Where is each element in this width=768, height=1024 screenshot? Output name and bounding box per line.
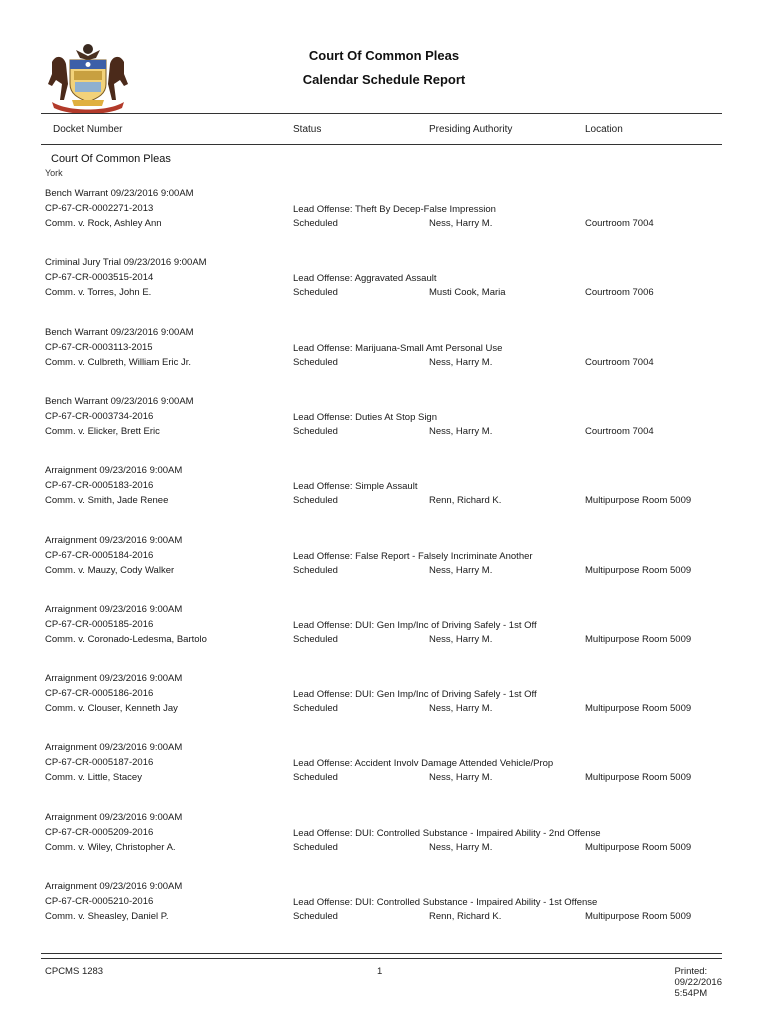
column-header-location: Location <box>585 124 623 135</box>
entry-event: Bench Warrant 09/23/2016 9:00AM <box>45 188 194 199</box>
entry-location: Multipurpose Room 5009 <box>585 772 692 784</box>
entry-event: Arraignment 09/23/2016 9:00AM <box>45 811 183 823</box>
entry-docket-number: CP-67-CR-0005210-2016 <box>45 896 154 907</box>
calendar-entry <box>0 742 768 792</box>
entry-location: Courtroom 7004 <box>585 356 654 368</box>
calendar-entry <box>0 465 768 515</box>
entry-status: Scheduled <box>293 703 338 715</box>
entry-status: Scheduled <box>293 495 338 507</box>
entry-case-caption: Comm. v. Mauzy, Cody Walker <box>45 564 175 576</box>
entry-case-caption: Comm. v. Coronado-Ledesma, Bartolo <box>45 633 207 645</box>
entry-lead-offense: Lead Offense: Duties At Stop Sign <box>293 411 438 423</box>
entry-presiding-authority: Ness, Harry M. <box>429 425 493 437</box>
column-header-docket: Docket Number <box>53 124 123 135</box>
entry-case-caption: Comm. v. Elicker, Brett Eric <box>45 425 160 437</box>
entry-case-caption: Comm. v. Little, Stacey <box>45 772 142 784</box>
entry-docket-number: CP-67-CR-0003515-2014 <box>45 272 154 284</box>
entry-case-caption: Comm. v. Smith, Jade Renee <box>45 495 169 507</box>
entry-event: Bench Warrant 09/23/2016 9:00AM <box>45 326 194 338</box>
entry-lead-offense: Lead Offense: False Report - Falsely Incriminate Another <box>293 550 533 562</box>
entry-docket-number: CP-67-CR-0005187-2016 <box>45 757 154 769</box>
entry-lead-offense: Lead Offense: Aggravated Assault <box>293 273 437 285</box>
calendar-entry <box>0 812 768 862</box>
entry-event: Arraignment 09/23/2016 9:00AM <box>45 742 183 754</box>
entry-presiding-authority: Ness, Harry M. <box>429 218 493 229</box>
entry-lead-offense: Lead Offense: DUI: Gen Imp/Inc of Driving Safely - 1st Off <box>293 619 537 631</box>
entry-location: Multipurpose Room 5009 <box>585 703 692 715</box>
entry-presiding-authority: Ness, Harry M. <box>429 841 493 853</box>
entry-presiding-authority: Ness, Harry M. <box>429 564 493 576</box>
footer-printed-timestamp: Printed: 09/22/2016 5:54PM <box>674 966 722 999</box>
entry-location: Courtroom 7004 <box>585 425 654 437</box>
calendar-entry <box>0 604 768 654</box>
entry-event: Arraignment 09/23/2016 9:00AM <box>45 534 183 546</box>
entry-docket-number: CP-67-CR-0002271-2013 <box>45 203 154 214</box>
calendar-entry <box>0 535 768 585</box>
entry-status: Scheduled <box>293 218 338 229</box>
entry-event: Arraignment 09/23/2016 9:00AM <box>45 673 183 685</box>
calendar-entry <box>0 673 768 723</box>
entry-lead-offense: Lead Offense: DUI: Controlled Substance - Impaired Ability - 1st Offense <box>293 897 598 908</box>
entry-docket-number: CP-67-CR-0005185-2016 <box>45 618 154 630</box>
entry-presiding-authority: Ness, Harry M. <box>429 633 493 645</box>
section-court-name: Court Of Common Pleas <box>51 153 171 165</box>
section-county: York <box>45 168 63 178</box>
entry-presiding-authority: Ness, Harry M. <box>429 356 493 368</box>
entry-event: Arraignment 09/23/2016 9:00AM <box>45 465 183 477</box>
entry-location: Multipurpose Room 5009 <box>585 564 692 576</box>
footer-rule-bottom <box>41 958 722 959</box>
entry-case-caption: Comm. v. Wiley, Christopher A. <box>45 841 176 853</box>
entry-location: Multipurpose Room 5009 <box>585 911 692 922</box>
entry-docket-number: CP-67-CR-0003734-2016 <box>45 410 154 422</box>
entry-presiding-authority: Ness, Harry M. <box>429 703 493 715</box>
footer-form-id: CPCMS 1283 <box>45 966 104 977</box>
entry-lead-offense: Lead Offense: Simple Assault <box>293 481 418 493</box>
entry-lead-offense: Lead Offense: Theft By Decep-False Impression <box>293 204 496 215</box>
entry-presiding-authority: Renn, Richard K. <box>429 495 502 507</box>
entry-lead-offense: Lead Offense: Accident Involv Damage Attended Vehicle/Prop <box>293 758 554 770</box>
header-rule-top <box>41 113 722 114</box>
entry-docket-number: CP-67-CR-0003113-2015 <box>45 341 153 353</box>
footer-rule-top <box>41 953 722 954</box>
entry-docket-number: CP-67-CR-0005183-2016 <box>45 480 154 492</box>
entry-event: Bench Warrant 09/23/2016 9:00AM <box>45 395 194 407</box>
entry-docket-number: CP-67-CR-0005209-2016 <box>45 826 154 838</box>
entry-presiding-authority: Renn, Richard K. <box>429 911 502 922</box>
entry-location: Multipurpose Room 5009 <box>585 841 692 853</box>
entry-location: Multipurpose Room 5009 <box>585 633 692 645</box>
entry-status: Scheduled <box>293 356 338 368</box>
entry-presiding-authority: Ness, Harry M. <box>429 772 493 784</box>
calendar-entry <box>0 327 768 377</box>
entry-status: Scheduled <box>293 772 338 784</box>
entry-status: Scheduled <box>293 633 338 645</box>
footer-page-number: 1 <box>377 966 383 977</box>
entry-status: Scheduled <box>293 564 338 576</box>
entry-case-caption: Comm. v. Torres, John E. <box>45 287 152 299</box>
entry-case-caption: Comm. v. Sheasley, Daniel P. <box>45 911 169 922</box>
entry-location: Courtroom 7006 <box>585 287 654 299</box>
entry-docket-number: CP-67-CR-0005184-2016 <box>45 549 154 561</box>
column-header-authority: Presiding Authority <box>429 124 513 135</box>
calendar-entry <box>0 257 768 307</box>
entry-status: Scheduled <box>293 911 338 922</box>
entry-status: Scheduled <box>293 425 338 437</box>
entry-lead-offense: Lead Offense: DUI: Controlled Substance - Impaired Ability - 2nd Offense <box>293 827 601 839</box>
entry-docket-number: CP-67-CR-0005186-2016 <box>45 688 154 700</box>
report-subtitle: Calendar Schedule Report <box>302 72 466 87</box>
entry-presiding-authority: Musti Cook, Maria <box>429 287 506 299</box>
calendar-entry <box>0 881 768 931</box>
entry-lead-offense: Lead Offense: DUI: Gen Imp/Inc of Driving Safely - 1st Off <box>293 689 537 701</box>
entry-event: Arraignment 09/23/2016 9:00AM <box>45 603 183 615</box>
entry-case-caption: Comm. v. Culbreth, William Eric Jr. <box>45 356 192 368</box>
header-rule-bottom <box>41 144 722 145</box>
entry-status: Scheduled <box>293 287 338 299</box>
entry-status: Scheduled <box>293 841 338 853</box>
entry-case-caption: Comm. v. Rock, Ashley Ann <box>45 218 162 229</box>
entry-location: Courtroom 7004 <box>585 218 654 229</box>
entry-lead-offense: Lead Offense: Marijuana-Small Amt Personal Use <box>293 342 503 354</box>
entry-event: Criminal Jury Trial 09/23/2016 9:00AM <box>45 257 207 269</box>
entry-event: Arraignment 09/23/2016 9:00AM <box>45 881 183 892</box>
entry-location: Multipurpose Room 5009 <box>585 495 692 507</box>
column-header-status: Status <box>293 124 322 135</box>
report-title: Court Of Common Pleas <box>308 48 460 63</box>
calendar-entry <box>0 396 768 446</box>
entry-case-caption: Comm. v. Clouser, Kenneth Jay <box>45 703 178 715</box>
calendar-entry <box>0 188 768 238</box>
